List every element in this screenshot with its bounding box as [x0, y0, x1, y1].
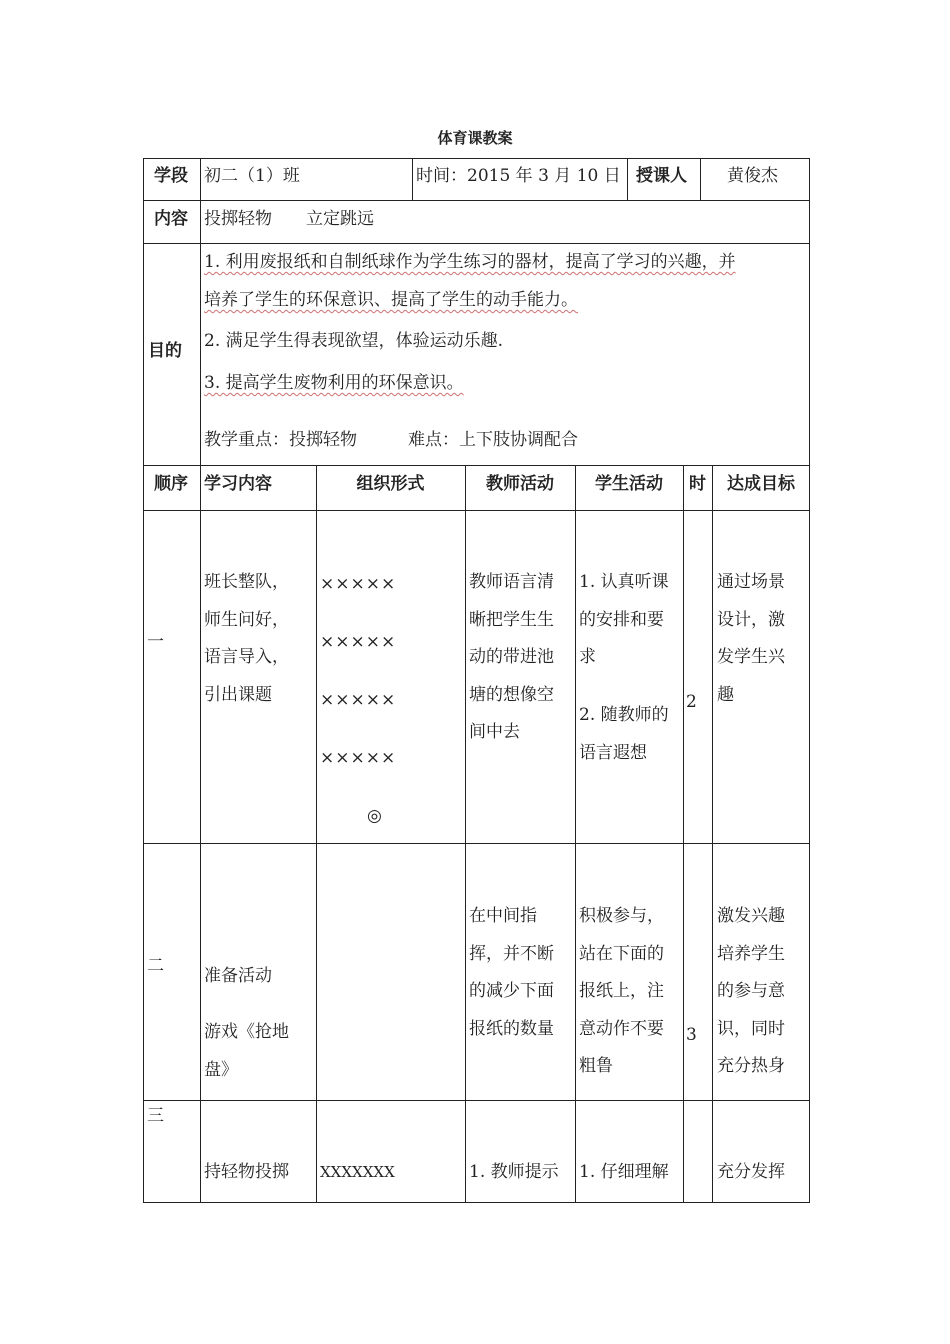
content-value: 投掷轻物 立定跳远 [204, 209, 374, 229]
row-3-content: 持轻物投掷 [204, 1162, 289, 1182]
col-header-goal: 达成目标 [727, 474, 795, 494]
row-1-formation-line: ××××× [320, 748, 397, 768]
row-2-student-line: 积极参与， [579, 906, 664, 926]
row-2-content-line: 游戏《抢地 [204, 1022, 289, 1042]
rule-columns-bottom [143, 510, 810, 511]
row-2-teacher-line: 报纸的数量 [469, 1018, 554, 1039]
row-1-teacher-line: 间中去 [469, 722, 520, 742]
rule-header-bottom [143, 200, 810, 201]
row-1-content-line: 语言导入， [204, 647, 289, 667]
row-2-student-line: 粗鲁 [579, 1056, 613, 1076]
teacher-label: 授课人 [636, 166, 687, 186]
row-1-content-line: 师生问好， [204, 609, 289, 630]
row-1-goal-line: 发学生兴 [717, 647, 785, 667]
row-2-student-activity [579, 898, 664, 1086]
row-1-student-activity-b [579, 697, 669, 772]
row-2-content-b [204, 1014, 289, 1089]
col-header-organization: 组织形式 [356, 474, 425, 494]
row-3-student-activity: 1. 仔细理解 [579, 1162, 669, 1182]
row-1-order: 一 [147, 632, 164, 652]
row-2-goal-line: 识，同时 [717, 1018, 785, 1039]
row-2-goal-line: 培养学生 [717, 943, 785, 964]
row-2-goal-line: 激发兴趣 [717, 906, 785, 926]
rule-col-student [575, 465, 576, 1203]
row-2-goal-line: 充分热身 [717, 1056, 785, 1076]
row-2-teacher-line: 的减少下面 [469, 981, 554, 1001]
stage-label: 学段 [154, 166, 188, 186]
row-2-teacher-activity [469, 898, 554, 1048]
rule-label-column [200, 158, 201, 1203]
col-header-time: 时 [689, 474, 706, 494]
rule-purpose-bottom [143, 465, 810, 466]
row-2-goal [717, 898, 785, 1086]
row-1-student-line: 2. 随教师的 [579, 705, 669, 725]
rule-col-organization [316, 465, 317, 1203]
purpose-item-1-line-1: 1. 利用废报纸和自制纸球作为学生练习的器材，提高了学习的兴趣，并 [204, 252, 736, 272]
row-1-goal-line: 趣 [717, 684, 734, 705]
purpose-item-3: 3. 提高学生废物利用的环保意识。 [204, 373, 464, 393]
rule-header-teacher-label [627, 158, 628, 200]
rule-content-bottom [143, 243, 810, 244]
rule-col-time [683, 465, 684, 1203]
row-1-student-activity-a [579, 564, 669, 677]
row-1-student-line: 1. 认真听课 [579, 572, 669, 592]
row-3-order: 三 [147, 1106, 164, 1126]
row-1-goal-line: 设计，激 [717, 609, 785, 630]
row-1-teacher-line: 塘的想像空 [469, 684, 554, 705]
rule-col-goal [712, 465, 713, 1203]
stage-value: 初二（1）班 [204, 166, 300, 186]
row-1-teacher-line: 动的带进池 [469, 647, 554, 667]
row-1-student-line: 语言遐想 [579, 742, 647, 763]
row-1-content-line: 班长整队， [204, 572, 289, 592]
row-1-goal-line: 通过场景 [717, 572, 785, 592]
content-label: 内容 [154, 209, 188, 229]
row-1-formation-line: ××××× [320, 574, 397, 594]
rule-col-teacher [465, 465, 466, 1203]
row-2-student-line: 报纸上，注 [579, 981, 664, 1001]
col-header-teacher: 教师活动 [486, 474, 554, 494]
row-1-teacher-position-mark: ◎ [367, 806, 382, 826]
row-2-time: 3 [686, 1025, 697, 1045]
rule-header-teacher-value [700, 158, 701, 200]
row-2-student-line: 意动作不要 [579, 1018, 664, 1039]
row-3-organization: XXXXXXX [320, 1163, 395, 1181]
row-3-teacher-activity: 1. 教师提示 [469, 1162, 559, 1182]
row-1-teacher-line: 晰把学生生 [469, 609, 554, 630]
teacher-value: 黄俊杰 [727, 166, 778, 186]
purpose-item-1-line-2: 培养了学生的环保意识、提高了学生的动手能力。 [204, 290, 578, 310]
row-1-formation-line: ××××× [320, 690, 397, 710]
row-2-order: 二 [147, 956, 164, 976]
row-2-goal-line: 的参与意 [717, 981, 785, 1001]
row-2-student-line: 站在下面的 [579, 943, 664, 964]
row-1-time: 2 [686, 692, 697, 712]
teaching-focus: 教学重点：投掷轻物 难点：上下肢协调配合 [204, 430, 578, 450]
row-1-teacher-line: 教师语言清 [469, 572, 554, 592]
col-header-order: 顺序 [154, 474, 188, 494]
row-1-teacher-activity [469, 564, 554, 752]
time-value: 时间：2015 年 3 月 10 日 [416, 166, 621, 186]
row-3-goal: 充分发挥 [717, 1162, 785, 1182]
rule-row2-bottom [143, 1100, 810, 1101]
row-2-content-line: 盘》 [204, 1059, 238, 1080]
row-1-student-line: 求 [579, 647, 596, 667]
row-2-teacher-line: 挥，并不断 [469, 943, 554, 964]
page-title: 体育课教案 [437, 129, 513, 147]
row-1-content [204, 564, 289, 714]
purpose-item-2: 2. 满足学生得表现欲望，体验运动乐趣. [204, 331, 504, 351]
rule-header-time [412, 158, 413, 200]
rule-row1-bottom [143, 843, 810, 844]
row-2-content-a: 准备活动 [204, 966, 272, 986]
row-2-teacher-line: 在中间指 [469, 906, 537, 926]
row-1-goal [717, 564, 785, 714]
row-1-formation-line: ××××× [320, 632, 397, 652]
col-header-content: 学习内容 [204, 474, 272, 494]
row-1-student-line: 的安排和要 [579, 609, 664, 630]
row-1-content-line: 引出课题 [204, 684, 272, 705]
col-header-student: 学生活动 [595, 474, 663, 494]
purpose-label: 目的 [148, 341, 182, 361]
